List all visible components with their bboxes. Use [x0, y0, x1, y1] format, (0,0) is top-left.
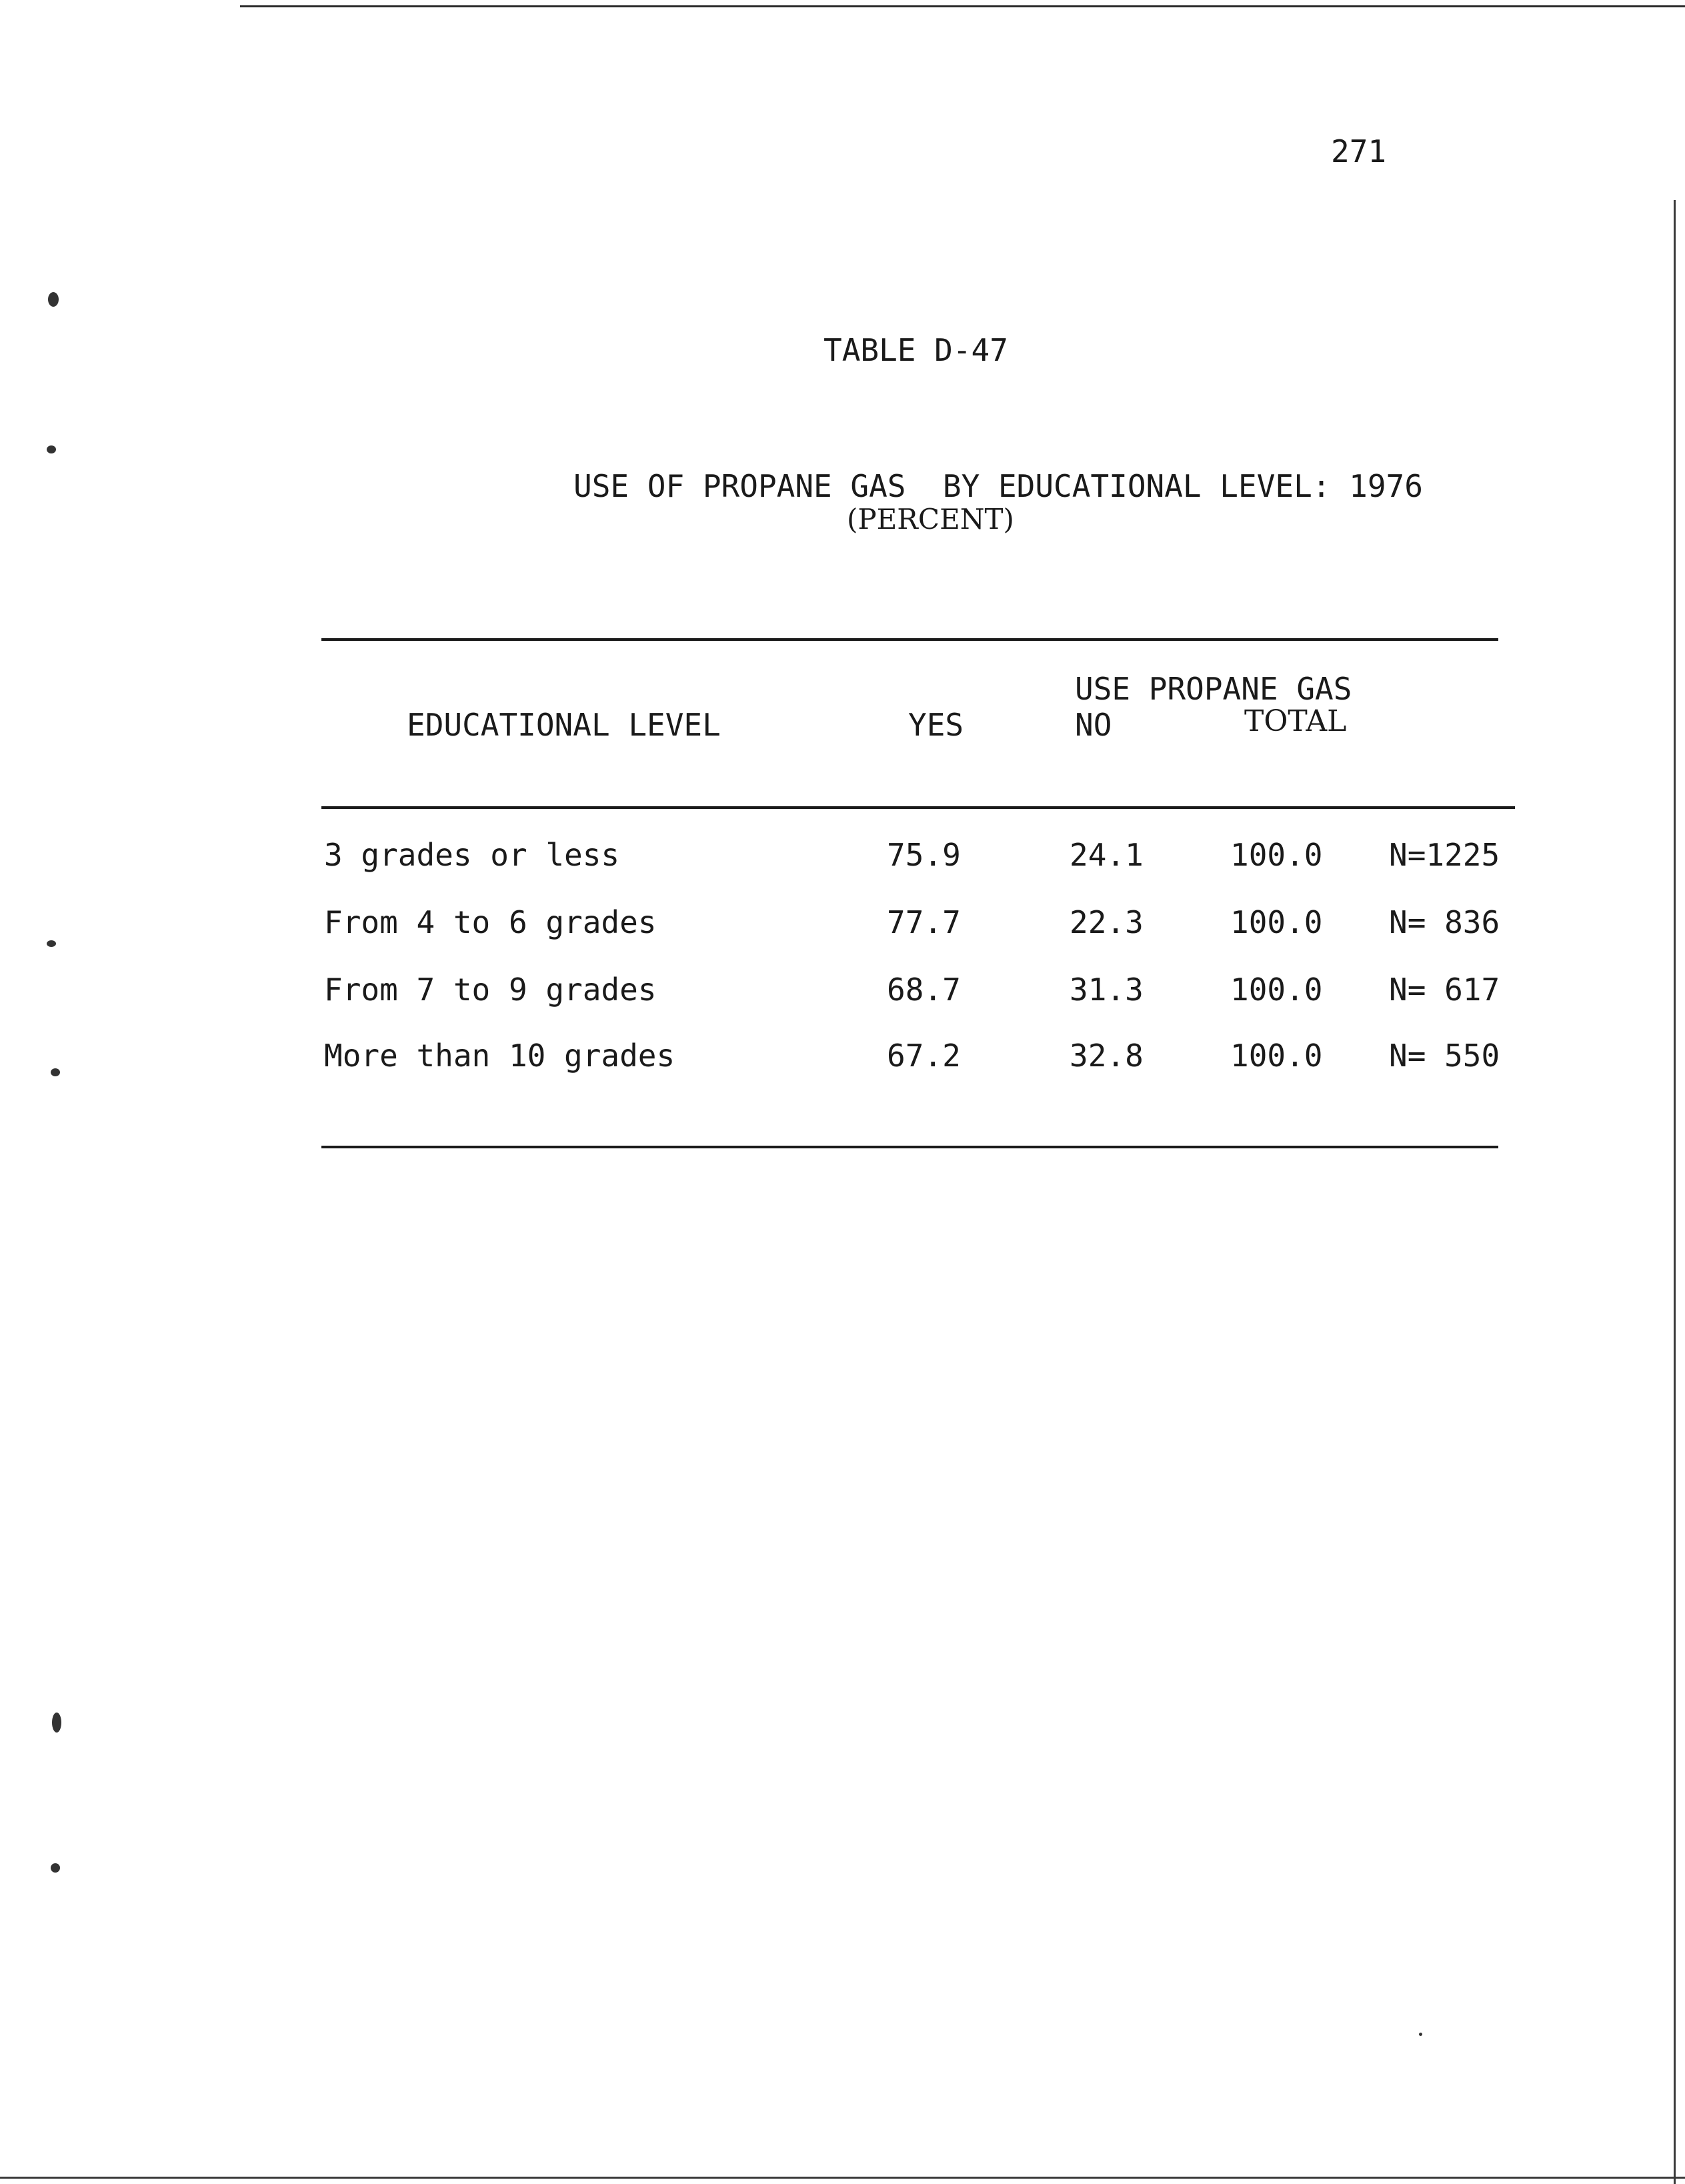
cell-no: 32.8	[1070, 1038, 1144, 1074]
column-group-header: USE PROPANE GAS	[1075, 671, 1352, 707]
page-border-top	[240, 5, 1685, 7]
table-row	[0, 904, 1685, 944]
cell-educational-level: From 7 to 9 grades	[324, 972, 657, 1008]
scan-speck	[52, 1713, 61, 1733]
table-row	[0, 972, 1685, 1012]
table-row	[0, 1038, 1685, 1078]
table-title: USE OF PROPANE GAS BY EDUCATIONAL LEVEL: 1976	[573, 468, 1423, 504]
scan-speck	[51, 1863, 60, 1873]
column-header-no: NO	[1075, 707, 1112, 743]
cell-sample-size: N= 550	[1389, 1038, 1500, 1074]
cell-no: 31.3	[1070, 972, 1144, 1008]
cell-educational-level: From 4 to 6 grades	[324, 904, 657, 940]
cell-no: 24.1	[1070, 837, 1144, 873]
cell-yes: 68.7	[887, 972, 961, 1008]
cell-total: 100.0	[1230, 972, 1323, 1008]
cell-yes: 77.7	[887, 904, 961, 940]
cell-educational-level: More than 10 grades	[324, 1038, 675, 1074]
cell-total: 100.0	[1230, 904, 1323, 940]
table-row	[0, 837, 1685, 877]
cell-educational-level: 3 grades or less	[324, 837, 620, 873]
table-bottom-rule	[321, 1146, 1498, 1148]
page-border-right	[1674, 200, 1676, 2184]
column-header-yes: YES	[908, 707, 964, 743]
cell-sample-size: N= 617	[1389, 972, 1500, 1008]
column-header-educational-level: EDUCATIONAL LEVEL	[407, 707, 721, 743]
page-number: 271	[1331, 133, 1387, 169]
cell-sample-size: N= 836	[1389, 904, 1500, 940]
cell-sample-size: N=1225	[1389, 837, 1500, 873]
table-subtitle: (PERCENT)	[847, 503, 1014, 535]
cell-total: 100.0	[1230, 1038, 1323, 1074]
cell-yes: 67.2	[887, 1038, 961, 1074]
scan-speck	[47, 445, 56, 453]
scan-speck	[1419, 2033, 1422, 2036]
cell-total: 100.0	[1230, 837, 1323, 873]
table-top-rule	[321, 638, 1498, 641]
scan-speck	[48, 292, 59, 307]
table-label: TABLE D-47	[823, 332, 1008, 368]
page-border-bottom	[0, 2177, 1685, 2179]
table-header-rule	[321, 806, 1515, 809]
cell-yes: 75.9	[887, 837, 961, 873]
column-header-total: TOTAL	[1244, 704, 1347, 738]
cell-no: 22.3	[1070, 904, 1144, 940]
